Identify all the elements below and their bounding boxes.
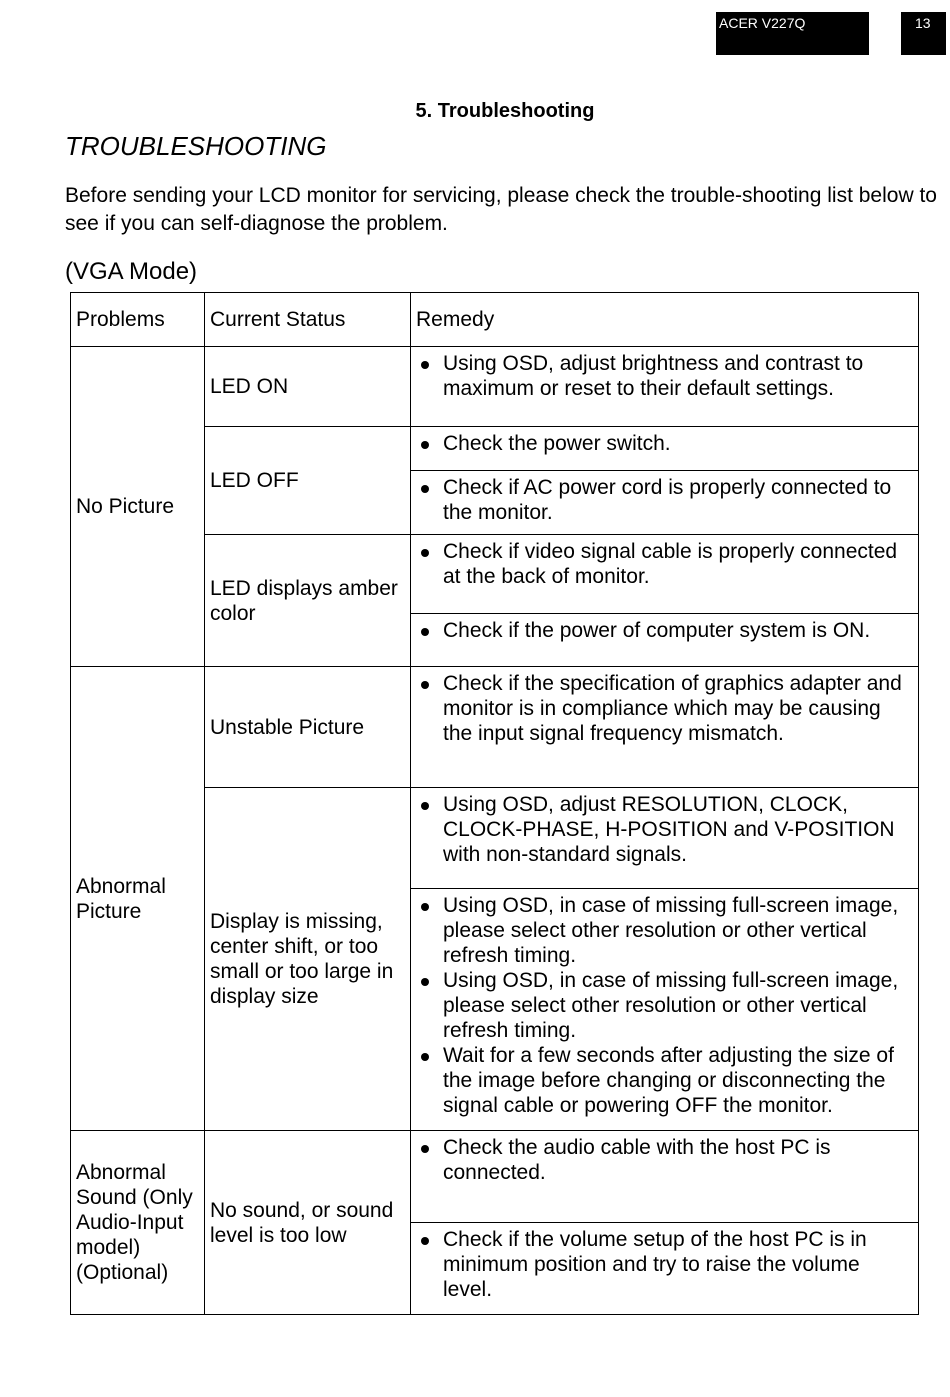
- table-row: [71, 347, 919, 427]
- remedy-item: Check if AC power cord is properly connected to the monitor.: [419, 475, 912, 525]
- header-page-box: [901, 12, 946, 55]
- intro-paragraph: Before sending your LCD monitor for servicing, please check the trouble-shooting list below to see if you can self-diagnose the problem.: [65, 184, 937, 235]
- mode-label: (VGA Mode): [65, 258, 198, 285]
- remedy-item: Check if video signal cable is properly connected at the back of monitor.: [419, 539, 912, 589]
- remedy-item: Using OSD, adjust brightness and contrast to maximum or reset to their default settings.: [419, 351, 912, 401]
- status-cell: LED OFF: [205, 427, 411, 535]
- table-header-row: [71, 293, 919, 347]
- remedy-item: Using OSD, in case of missing full-screen image, please select other resolution or other vertical refresh timing.: [419, 893, 912, 968]
- status-cell: LED displays amber color: [205, 535, 411, 667]
- remedy-item: Using OSD, in case of missing full-screen image, please select other resolution or other vertical refresh timing.: [419, 968, 912, 1043]
- remedy-cell: [411, 889, 919, 1131]
- remedy-cell: [411, 667, 919, 788]
- remedy-item: Using OSD, adjust RESOLUTION, CLOCK, CLOCK-PHASE, H-POSITION and V-POSITION with non-standard signals.: [419, 792, 912, 867]
- remedy-cell: [411, 1223, 919, 1315]
- table-row: [71, 667, 919, 788]
- section-heading: TROUBLESHOOTING: [65, 131, 327, 161]
- remedy-cell: [411, 471, 919, 535]
- header-status: Current Status: [205, 293, 411, 347]
- chapter-title: 5. Troubleshooting: [415, 100, 595, 122]
- remedy-item: Check if the power of computer system is ON.: [419, 618, 912, 643]
- status-cell: No sound, or sound level is too low: [205, 1131, 411, 1315]
- problem-cell: No Picture: [71, 347, 205, 667]
- troubleshooting-table: [70, 292, 919, 1315]
- header-problems: Problems: [71, 293, 205, 347]
- header-model: ACER V227Q: [719, 15, 806, 31]
- remedy-cell: [411, 535, 919, 614]
- remedy-cell: [411, 347, 919, 427]
- remedy-item: Check if the specification of graphics adapter and monitor is in compliance which may be causing the input signal frequency mismatch.: [419, 671, 912, 746]
- header-remedy: Remedy: [411, 293, 919, 347]
- remedy-cell: [411, 427, 919, 471]
- problem-cell: Abnormal Sound (Only Audio-Input model) (Optional): [71, 1131, 205, 1315]
- remedy-cell: [411, 614, 919, 667]
- remedy-cell: [411, 788, 919, 889]
- status-cell: Display is missing, center shift, or too small or too large in display size: [205, 788, 411, 1131]
- table-row: [71, 1131, 919, 1223]
- page-number: 13: [915, 15, 931, 31]
- header-model-box: [716, 12, 869, 55]
- remedy-cell: [411, 1131, 919, 1223]
- remedy-item: Check the audio cable with the host PC is connected.: [419, 1135, 912, 1185]
- remedy-item: Check if the volume setup of the host PC is in minimum position and try to raise the volume level.: [419, 1227, 912, 1302]
- problem-cell: Abnormal Picture: [71, 667, 205, 1131]
- status-cell: Unstable Picture: [205, 667, 411, 788]
- remedy-item: Wait for a few seconds after adjusting the size of the image before changing or disconnecting the signal cable or powering OFF the monitor.: [419, 1043, 912, 1118]
- status-cell: LED ON: [205, 347, 411, 427]
- remedy-item: Check the power switch.: [419, 431, 912, 456]
